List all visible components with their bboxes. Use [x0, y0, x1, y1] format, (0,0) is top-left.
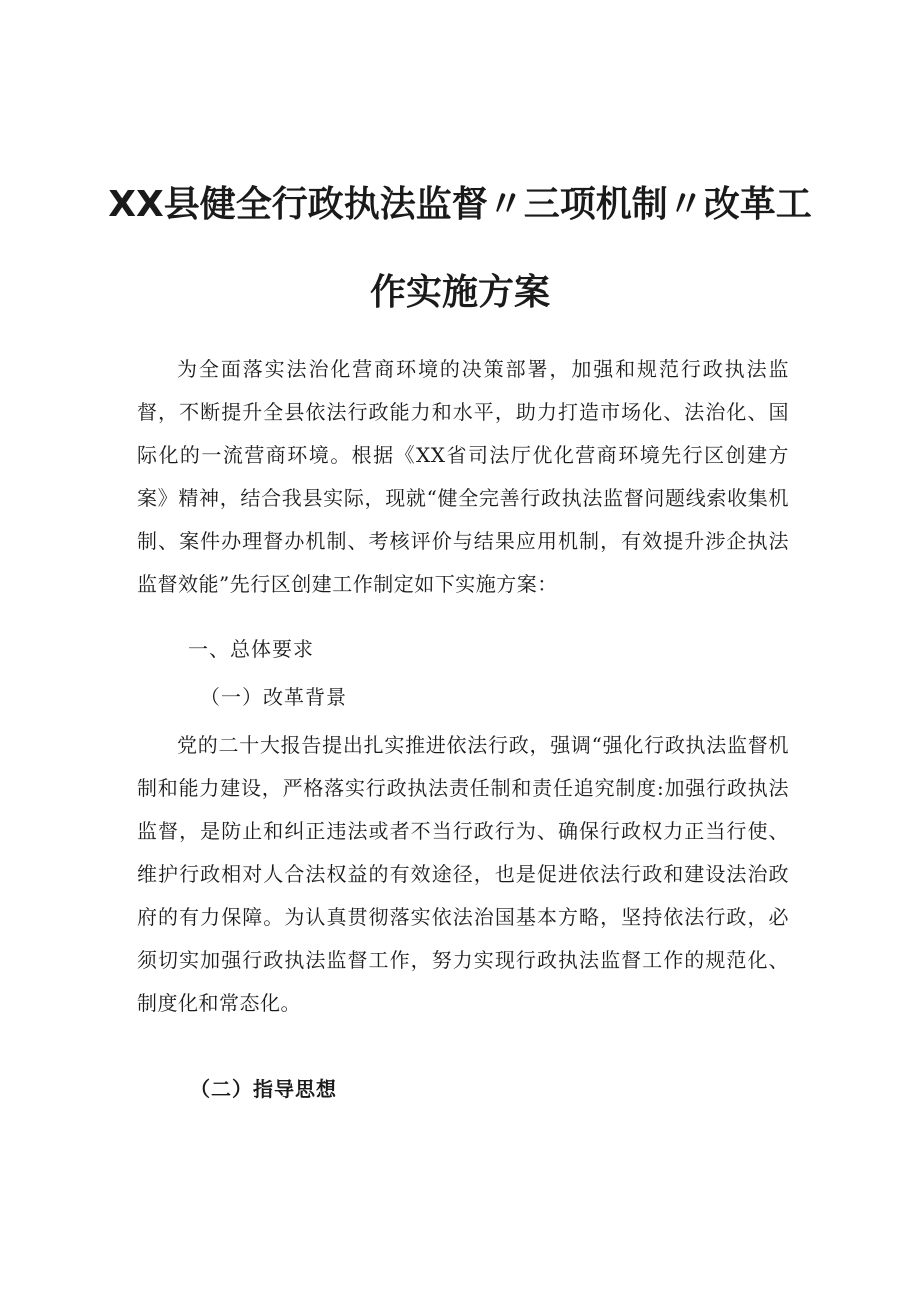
- subsection-heading-reform-background: （一）改革背景: [200, 685, 347, 709]
- document-title-line-1: XX县健全行政执法监督〃三项机制〃改革工: [108, 184, 812, 225]
- background-paragraph: 党的二十大报告提出扎实推进依法行政，强调“强化行政执法监督机制和能力建设，严格落实行政执法责任制和责任追究制度:加强行政执法监督，是防止和纠正违法或者不当行政行为、确保行政权力正当行使、维护行政相对人合法权益的有效途径，也是促进依法行政和建设法治政府的有力保障。为认真贯彻落实依法治国基本方略，坚持依法行政，必须切实加强行政执法监督工作，努力实现行政执法监督工作的规范化、制度化和常态化。: [137, 733, 789, 1015]
- document-title-line-2: 作实施方案: [369, 272, 550, 313]
- section-heading-overall-requirements: 一、总体要求: [188, 637, 314, 661]
- intro-paragraph: 为全面落实法治化营商环境的决策部署，加强和规范行政执法监督，不断提升全县依法行政能力和水平，助力打造市场化、法治化、国际化的一流营商环境。根据《XX省司法厅优化营商环境先行区创建方案》精神，结合我县实际，现就“健全完善行政执法监督问题线索收集机制、案件办理督办机制、考核评价与结果应用机制，有效提升涉企执法监督效能”先行区创建工作制定如下实施方案：: [137, 357, 789, 596]
- subsection-heading-guiding-ideology: （二）指导思想: [190, 1077, 337, 1101]
